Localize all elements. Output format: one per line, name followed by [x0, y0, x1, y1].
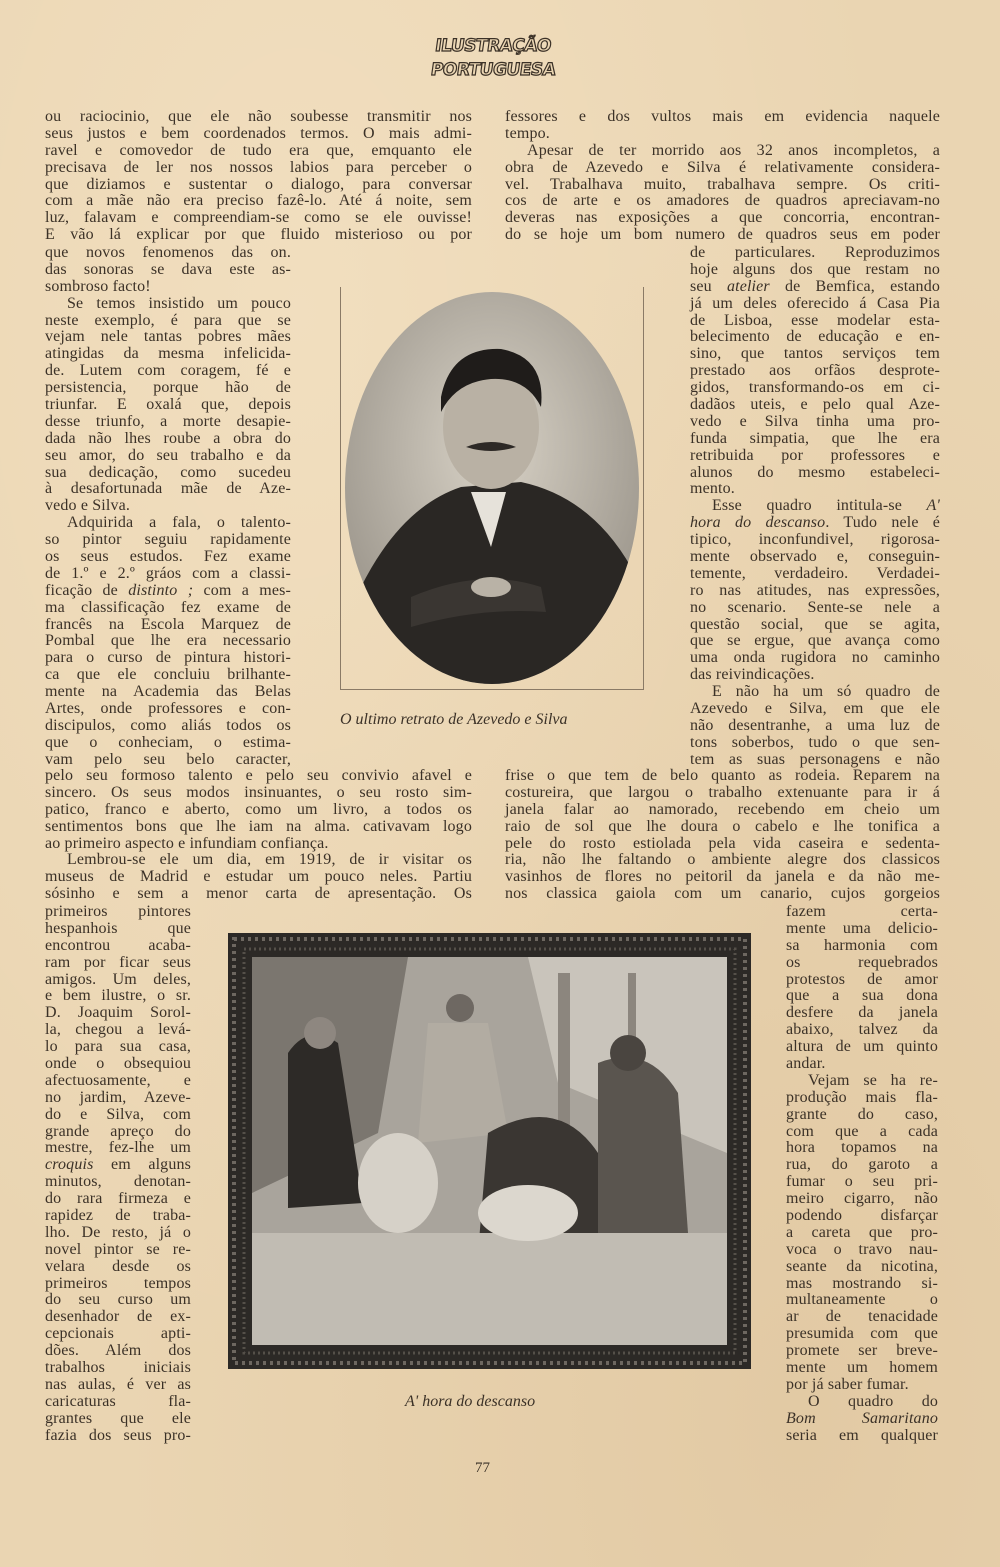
text-line: temente, verdadeiro. Verdadei-: [690, 564, 940, 582]
text-line: altura de um quinto: [786, 1038, 938, 1056]
text-line: hespanhois que: [45, 919, 191, 937]
text-line: sino, que tantos serviços tem: [690, 345, 940, 363]
text-line: Pombal que lhe era necessario: [45, 632, 291, 650]
text-line: rapidez de traba-: [45, 1207, 191, 1225]
text-line: deveras nas exposições a que concorria, encontran-: [505, 209, 940, 227]
text-line: Apesar de ter morrido aos 32 anos incompletos, a: [527, 141, 940, 159]
text-line: tipico, inconfundivel, rigorosa-: [690, 531, 940, 549]
masthead-line-2: PORTUGUESA: [429, 60, 557, 80]
text-line: nos classica gaiola com um canario, cujos gorgeios: [505, 885, 940, 903]
text-line: vel. Trabalhava muito, trabalhava sempre. Os criti-: [505, 175, 940, 193]
text-line: que o conheciam, o estima-: [45, 733, 291, 751]
text-line: que se ergue, que avança como: [690, 632, 940, 650]
text-line: neste exemplo, é para que se: [45, 311, 291, 329]
text-line: presumida com que: [786, 1325, 938, 1343]
text-line: de particulares. Reproduzimos: [690, 244, 940, 261]
text-line: das sonoras se dava este as-: [45, 260, 291, 278]
text-line: hora topamos na: [786, 1139, 938, 1157]
text-line: e bem ilustre, o sr.: [45, 987, 191, 1005]
text-line: Se temos insistido um pouco: [67, 294, 291, 312]
text-line: minutos, denotan-: [45, 1173, 191, 1191]
page-number: 77: [475, 1460, 490, 1476]
text-line: fazem certa-: [786, 903, 938, 920]
text-line: alunos do mesmo estabeleci-: [690, 463, 940, 481]
text-line: ficação de distinto ; com a mes-: [45, 581, 291, 599]
text-line: meiro cigarro, não: [786, 1190, 938, 1208]
text-line: frise o que tem de belo quanto as rodeia. Reparem na: [505, 767, 940, 784]
text-line: já um deles oferecido á Casa Pia: [690, 294, 940, 312]
text-line: a careta que pro-: [786, 1223, 938, 1241]
text-line: tons soberbos, tudo o que sen-: [690, 733, 940, 751]
text-line: mente um homem: [786, 1359, 938, 1377]
text-line: voca o travo nau-: [786, 1240, 938, 1258]
text-block-left-3: [45, 768, 472, 903]
text-line: vejam nele tantas pobres mães: [45, 328, 291, 346]
portrait-caption: O ultimo retrato de Azevedo e Silva: [340, 711, 568, 728]
text-line: desenhador de ex-: [45, 1308, 191, 1326]
text-line: primeiros tempos: [45, 1274, 191, 1292]
text-line: desfere da janela: [786, 1004, 938, 1022]
text-line: de Lisboa, esse modelar esta-: [690, 311, 940, 329]
text-line: que diziamos e sustentar o dialogo, para conversar: [45, 175, 472, 193]
text-line: afectuosamente, e: [45, 1071, 191, 1089]
text-line: cepcionais apti-: [45, 1325, 191, 1343]
text-line: francês na Escola Marquez de: [45, 615, 291, 633]
text-line: luz, falavam e compreendiam-se como se ele ouvisse!: [45, 209, 472, 227]
text-line: para o curso de pintura histori-: [45, 649, 291, 667]
text-line: Bom Samaritano: [786, 1409, 938, 1427]
text-line: discipulos, como aliás todos os: [45, 716, 291, 734]
text-line: vam pelo seu belo caracter,: [45, 750, 291, 768]
text-line: tem as suas personagens e não: [690, 750, 940, 768]
text-line: encontrou acaba-: [45, 936, 191, 954]
text-line: funda simpatia, que lhe era: [690, 429, 940, 447]
text-line: multaneamente o: [786, 1291, 938, 1309]
text-block-right-2: [690, 245, 940, 769]
text-line: la, chegou a levá-: [45, 1021, 191, 1039]
text-line: mente observado e, conseguin-: [690, 548, 940, 566]
text-block-right-4: [786, 904, 938, 1445]
text-block-left-1: [45, 109, 472, 244]
text-line: que a sua dona: [786, 987, 938, 1005]
text-line: fazia dos seus pro-: [45, 1426, 191, 1444]
text-line: do seu curso um: [45, 1291, 191, 1309]
text-line: Esse quadro intitula-se A': [712, 497, 940, 515]
painting-caption: A' hora do descanso: [405, 1393, 536, 1410]
text-line: Adquirida a fala, o talento-: [67, 514, 291, 532]
text-line: dada não lhes roube a obra do: [45, 429, 291, 447]
text-line: sentimentos bons que lhe iam na alma. cativavam logo: [45, 817, 472, 835]
text-line: sósinho e sem a menor carta de apresentação. Os: [45, 885, 472, 903]
text-line: lho. De resto, já o: [45, 1223, 191, 1241]
text-block-left-2: [45, 245, 291, 769]
text-line: não desentranhe, a uma luz de: [690, 716, 940, 734]
text-line: Vejam se ha re-: [808, 1071, 938, 1089]
text-line: ao primeiro aspecto e infundiam confiança.: [45, 834, 329, 852]
text-line: museus de Madrid e estudar um pouco neles. Partiu: [45, 868, 472, 886]
text-line: mestre, fez-lhe um: [45, 1139, 191, 1157]
text-line: abaixo, talvez da: [786, 1021, 938, 1039]
text-block-left-4: [45, 904, 191, 1445]
text-line: uma onda rugidora no caminho: [690, 649, 940, 667]
text-line: por já saber fumar.: [786, 1375, 909, 1393]
text-line: sua dedicação, como sucedeu: [45, 463, 291, 481]
text-line: rua, do garoto a: [786, 1156, 938, 1174]
text-line: dões. Além dos: [45, 1342, 191, 1360]
text-line: seu amor, do seu trabalho e da: [45, 446, 291, 464]
text-line: ram por ficar seus: [45, 953, 191, 971]
text-line: costureira, que largou o trabalho extenuante para ir á: [505, 783, 940, 801]
text-line: dadãos uteis, e pelo qual Aze-: [690, 396, 940, 414]
text-line: andar.: [786, 1055, 826, 1073]
text-line: grante do caso,: [786, 1105, 938, 1123]
text-line: vedo e Silva.: [45, 497, 131, 515]
text-line: seria em qualquer: [786, 1426, 938, 1444]
text-block-right-3: [505, 768, 940, 903]
text-line: pele do rosto estiolada pela vida caseira e sedenta-: [505, 834, 940, 852]
text-line: pelo seu formoso talento e pelo seu convivio afavel e: [45, 767, 472, 784]
painting-reproduction: [228, 933, 751, 1369]
text-line: ravel e comovedor de tudo era que, emquanto ele: [45, 141, 472, 159]
text-line: janela falar ao namorado, recebendo em cheio um: [505, 800, 940, 818]
text-line: nas aulas, é ver as: [45, 1375, 191, 1393]
text-line: mas mostrando si-: [786, 1274, 938, 1292]
text-line: sa harmonia com: [786, 936, 938, 954]
text-line: mente na Academia das Belas: [45, 683, 291, 701]
text-line: patico, franco e aberto, como um livro, a todos os: [45, 800, 472, 818]
text-line: do se hoje um bom numero de quadros seus em poder: [505, 226, 940, 244]
text-line: no jardim, Azeve-: [45, 1088, 191, 1106]
text-line: seu atelier de Bemfica, estando: [690, 277, 940, 295]
text-line: gidos, transformando-os em ci-: [690, 379, 940, 397]
text-line: podendo disfarçar: [786, 1207, 938, 1225]
text-block-right-1: [505, 109, 940, 244]
text-line: ca que ele concluiu brilhante-: [45, 666, 291, 684]
text-line: trabalhos iniciais: [45, 1359, 191, 1377]
text-line: sombroso facto!: [45, 277, 151, 295]
text-line: Artes, onde professores e con-: [45, 700, 291, 718]
text-line: do rara firmeza e: [45, 1190, 191, 1208]
text-line: onde o obsequiou: [45, 1055, 191, 1073]
text-line: persistencia, porque hão de: [45, 379, 291, 397]
text-line: ar de tenacidade: [786, 1308, 938, 1326]
text-line: ria, não lhe faltando o ambiente alegre dos classicos: [505, 851, 940, 869]
text-line: vedo e Silva tinha uma pro-: [690, 412, 940, 430]
text-line: D. Joaquim Sorol-: [45, 1004, 191, 1022]
text-line: grande apreço do: [45, 1122, 191, 1140]
text-line: atingidas da mesma infelicida-: [45, 345, 291, 363]
text-line: fessores e dos vultos mais em evidencia naquele: [505, 108, 940, 125]
text-line: os seus estudos. Fez exame: [45, 548, 291, 566]
text-line: obra de Azevedo e Silva é relativamente considera-: [505, 158, 940, 176]
text-line: ma classificação fez exame de: [45, 598, 291, 616]
text-line: croquis em alguns: [45, 1156, 191, 1174]
text-line: ro nas atitudes, nas expressões,: [690, 581, 940, 599]
text-line: fumar o seu pri-: [786, 1173, 938, 1191]
text-line: com a mãe não era preciso fazê-lo. Até á noite, sem: [45, 192, 472, 210]
text-line: com que a cada: [786, 1122, 938, 1140]
text-line: caricaturas fla-: [45, 1392, 191, 1410]
text-line: questão social, que se agita,: [690, 615, 940, 633]
text-line: mente uma delicio-: [786, 919, 938, 937]
text-line: triunfar. E oxalá que, depois: [45, 396, 291, 414]
text-line: promete ser breve-: [786, 1342, 938, 1360]
text-line: vasinhos de flores no peitoril da janela e da não me-: [505, 868, 940, 886]
text-line: seus justos e bem coordenados termos. O mais admi-: [45, 124, 472, 142]
text-line: raio de sol que lhe doura o cabelo e lhe tonifica a: [505, 817, 940, 835]
text-line: amigos. Um deles,: [45, 970, 191, 988]
text-line: velara desde os: [45, 1257, 191, 1275]
text-line: protestos de amor: [786, 970, 938, 988]
text-line: E vão lá explicar por que fluido misterioso ou por: [45, 226, 472, 244]
text-line: lo para sua casa,: [45, 1038, 191, 1056]
text-line: produção mais fla-: [786, 1088, 938, 1106]
text-line: Lembrou-se ele um dia, em 1919, de ir visitar os: [67, 851, 472, 869]
text-line: so pintor seguiu rapidamente: [45, 531, 291, 549]
text-line: do e Silva, com: [45, 1105, 191, 1123]
masthead-line-1: ILUSTRAÇÃO: [433, 36, 553, 56]
masthead-logo: [423, 36, 563, 92]
text-line: O quadro do: [808, 1392, 938, 1410]
text-line: os requebrados: [786, 953, 938, 971]
text-line: belecimento de educação e en-: [690, 328, 940, 346]
text-line: que novos fenomenos das on.: [45, 244, 291, 261]
text-line: prestado aos orfãos desprote-: [690, 362, 940, 380]
text-line: à desafortunada mãe de Aze-: [45, 480, 291, 498]
text-line: hoje alguns dos que restam no: [690, 260, 940, 278]
text-line: de 1.º e 2.º gráos com a classi-: [45, 564, 291, 582]
text-line: ou raciocinio, que ele não soubesse transmitir nos: [45, 108, 472, 125]
text-line: grantes que ele: [45, 1409, 191, 1427]
text-line: de. Lutem com coragem, fé e: [45, 362, 291, 380]
text-line: cos de arte e os amadores de quadros apreciavam-no: [505, 192, 940, 210]
text-line: precisava de ler nos nossos labios para perceber o: [45, 158, 472, 176]
text-line: novel pintor se re-: [45, 1240, 191, 1258]
text-line: desse triunfo, a morte desapie-: [45, 412, 291, 430]
text-line: retribuida por professores e: [690, 446, 940, 464]
text-line: E não ha um só quadro de: [712, 683, 940, 701]
text-line: Azevedo e Silva, em que ele: [690, 700, 940, 718]
text-line: tempo.: [505, 124, 550, 142]
text-line: hora do descanso. Tudo nele é: [690, 514, 940, 532]
text-line: no scenario. Sente-se nele a: [690, 598, 940, 616]
text-line: primeiros pintores: [45, 903, 191, 920]
text-line: sincero. Os seus modos insinuantes, o seu rosto sim-: [45, 783, 472, 801]
text-line: das reivindicações.: [690, 666, 815, 684]
text-line: seante da nicotina,: [786, 1257, 938, 1275]
text-line: mento.: [690, 480, 735, 498]
portrait-photo: [340, 287, 644, 690]
